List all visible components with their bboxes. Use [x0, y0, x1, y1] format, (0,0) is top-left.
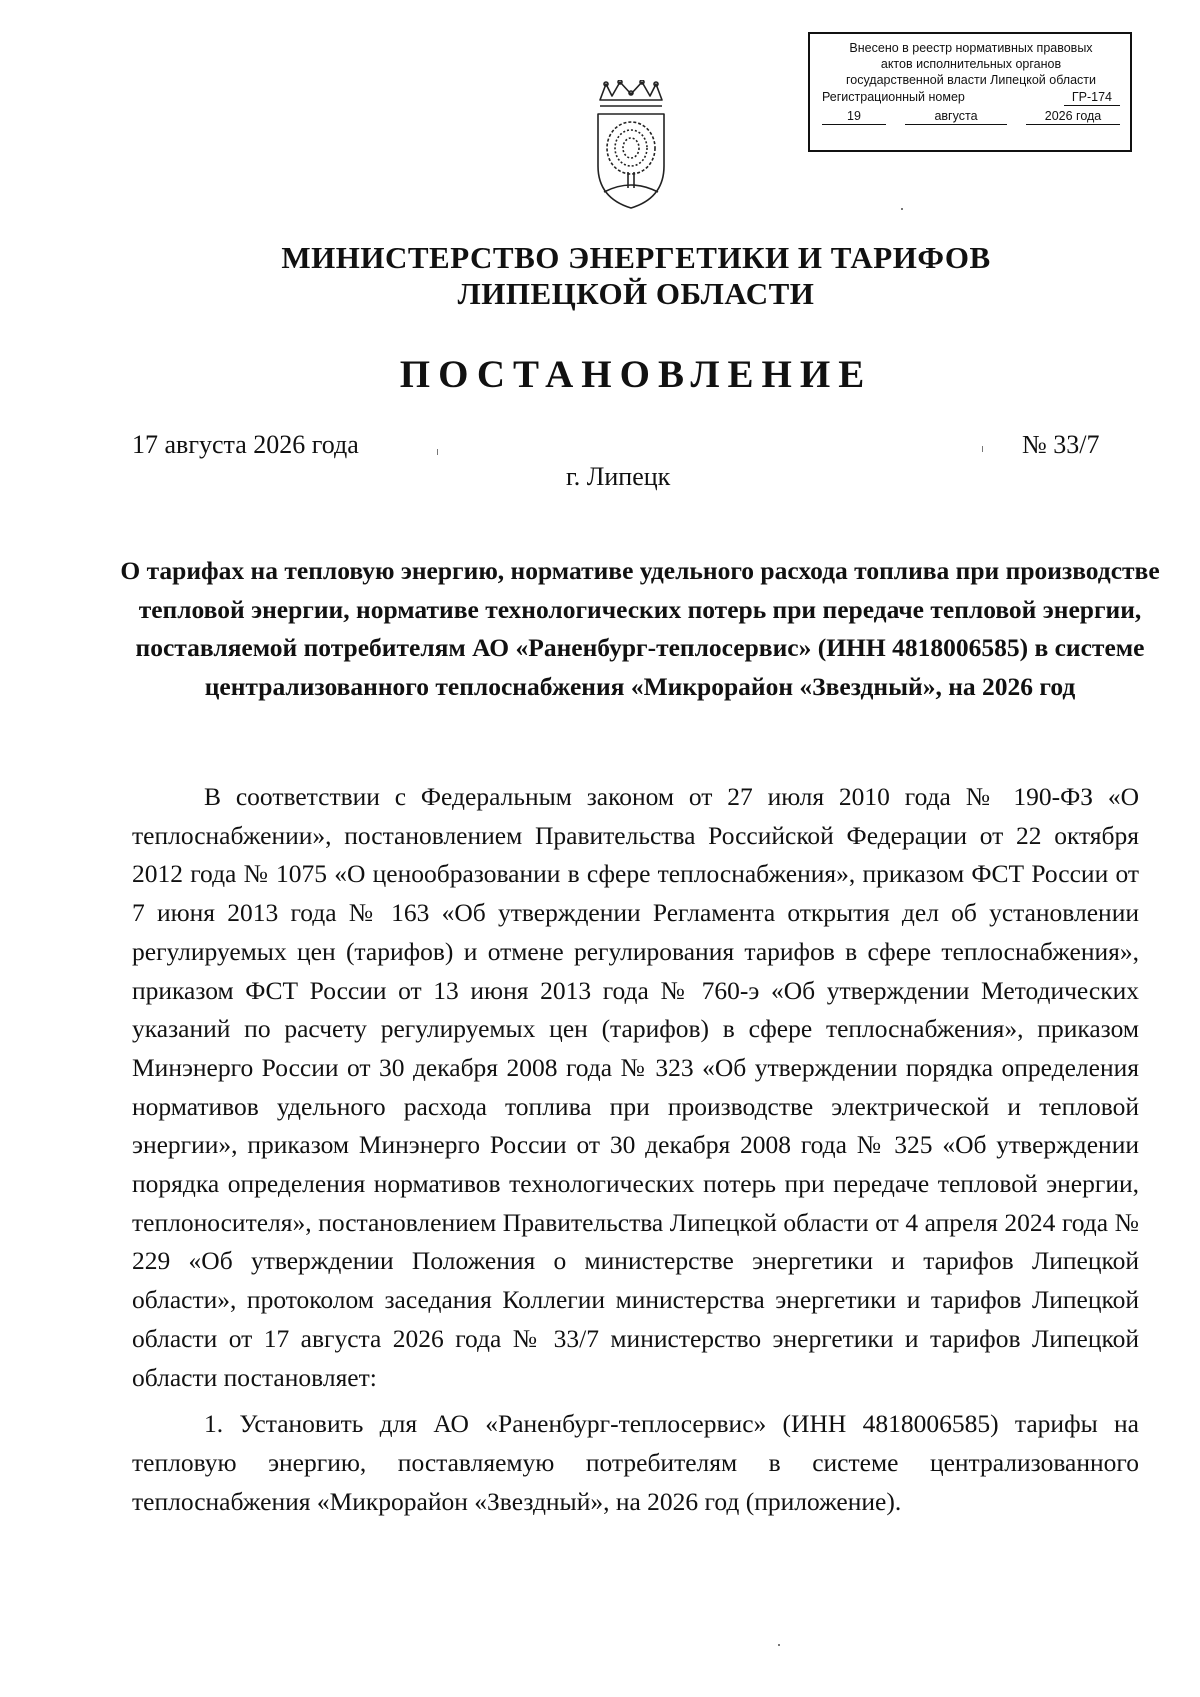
stamp-registration-label: Регистрационный номер	[822, 90, 965, 104]
stamp-registration-number: ГР-174	[1064, 89, 1120, 106]
document-date: 17 августа 2026 года	[132, 430, 359, 459]
stamp-year: 2026 года	[1026, 108, 1120, 125]
body-paragraph-1: В соответствии с Федеральным законом от 27 июля 2010 года № 190-ФЗ «О теплоснабжении», постановлением Правительства Российской Федерации от 22 октября 2012 года № 1075 «О ценообразовании в сфере теплоснабжения», приказом ФСТ России от 7 июня 2013 года № 163 «Об утверждении Регламента открытия дел об установлении регулируемых цен (тарифов) и отмене регулирования тарифов в сфере теплоснабжения», приказом ФСТ России от 13 июня 2013 года № 760-э «Об утверждении Методических указаний по расчету регулируемых цен (тарифов) в сфере теплоснабжения», приказом Минэнерго России от 30 декабря 2008 года № 323 «Об утверждении порядка определения нормативов удельного расхода топлива при производстве электрической и тепловой энергии», приказом Минэнерго России от 30 декабря 2008 года № 325 «Об утверждении порядка определения нормативов технологических потерь при передаче тепловой энергии, теплоносителя», постановлением Правительства Липецкой области от 4 апреля 2024 года № 229 «Об утверждении Положения о министерстве энергетики и тарифов Липецкой области», протоколом заседания Коллегии министерства энергетики и тарифов Липецкой области от 17 августа 2026 года № 33/7 министерство энергетики и тарифов Липецкой области постановляет:	[132, 782, 1139, 1392]
scan-speck	[437, 449, 438, 455]
stamp-line-2: актов исполнительных органов	[880, 57, 1062, 71]
stamp-line-1: Внесено в реестр нормативных правовых	[849, 41, 1093, 55]
stamp-month: августа	[905, 108, 1007, 125]
ministry-name	[0, 240, 1200, 312]
document-type: ПОСТАНОВЛЕНИЕ	[399, 353, 873, 396]
registry-stamp	[808, 32, 1132, 152]
stamp-date-row	[822, 108, 1120, 125]
stamp-registration-row	[822, 89, 1120, 106]
scan-speck	[778, 1644, 780, 1646]
stamp-day: 19	[822, 108, 886, 125]
body-paragraph-2: 1. Установить для АО «Раненбург-теплосервис» (ИНН 4818006585) тарифы на тепловую энергию, поставляемую потребителям в системе централизованного теплоснабжения «Микрорайон «Звездный», на 2026 год (приложение).	[132, 1409, 1139, 1516]
document-title: О тарифах на тепловую энергию, нормативе удельного расхода топлива при производстве тепловой энергии, нормативе технологических потерь при передаче тепловой энергии, поставляемой потребителям АО «Раненбург-теплосервис» (ИНН 4818006585) в системе централизованного теплоснабжения «Микрорайон «Звездный», на 2026 год	[120, 556, 1160, 701]
scan-speck	[982, 446, 983, 452]
scan-speck	[901, 208, 903, 210]
stamp-line-3: государственной власти Липецкой области	[845, 73, 1097, 87]
document-city: г. Липецк	[566, 462, 671, 491]
ministry-name-line1: МИНИСТЕРСТВО ЭНЕРГЕТИКИ И ТАРИФОВ	[281, 240, 991, 275]
ministry-name-line2: ЛИПЕЦКОЙ ОБЛАСТИ	[457, 276, 815, 311]
document-body	[132, 778, 1139, 1521]
coat-of-arms-icon	[592, 80, 670, 212]
document-number: № 33/7	[1022, 430, 1100, 459]
